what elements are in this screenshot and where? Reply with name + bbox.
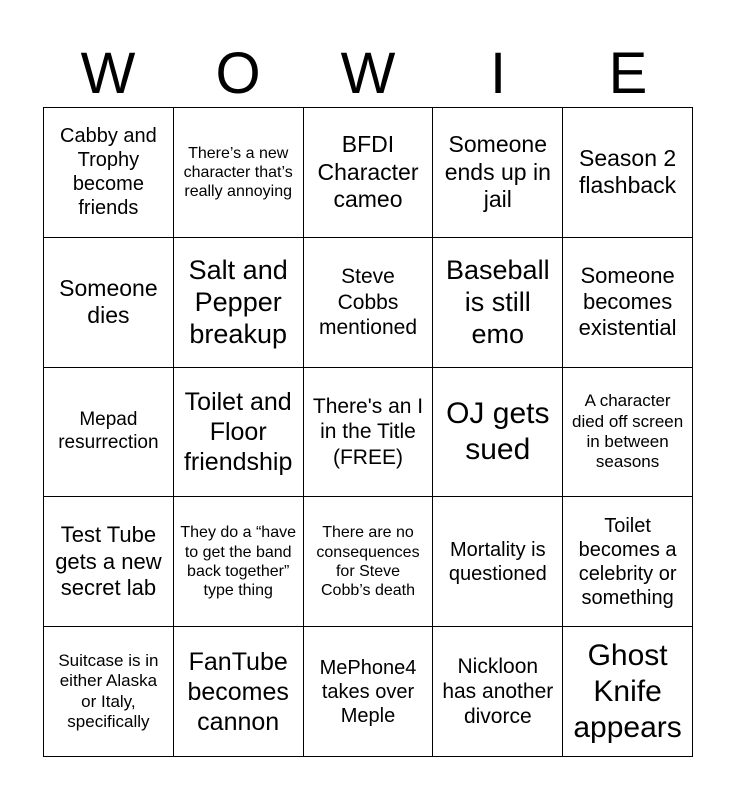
cell-text: A character died off screen in between seasons [571, 391, 684, 472]
bingo-cell[interactable] [44, 627, 174, 757]
bingo-cell[interactable] [433, 368, 563, 498]
cell-text: Cabby and Trophy become friends [60, 125, 157, 220]
header-letter-o: O [215, 41, 261, 106]
bingo-cell[interactable] [433, 497, 563, 627]
bingo-cell[interactable] [304, 627, 434, 757]
bingo-cell[interactable] [304, 368, 434, 498]
cell-text: OJ gets sued [446, 396, 550, 466]
header-letter-w-2: W [340, 41, 396, 106]
bingo-cell[interactable] [44, 368, 174, 498]
cell-text: Ghost Knife appears [573, 638, 682, 744]
cell-text: Salt and Pepper breakup [188, 254, 288, 350]
bingo-cell[interactable] [44, 497, 174, 627]
bingo-cell[interactable] [563, 627, 693, 757]
cell-text: Toilet becomes a celebrity or something [578, 514, 677, 609]
bingo-cell[interactable] [174, 497, 304, 627]
cell-text: Mortality is questioned [448, 538, 547, 585]
cell-text: BFDI Character cameo [317, 131, 419, 213]
header-letter-i: I [489, 41, 507, 106]
cell-text: There are no consequences for Steve Cobb’s death [316, 524, 420, 599]
bingo-header [43, 40, 693, 108]
bingo-cell[interactable] [304, 238, 434, 368]
cell-text: FanTube becomes cannon [187, 647, 289, 736]
cell-text: Mepad resurrection [58, 409, 159, 453]
bingo-cell[interactable] [304, 497, 434, 627]
bingo-cell[interactable] [563, 108, 693, 238]
bingo-cell[interactable] [563, 497, 693, 627]
bingo-cell[interactable] [174, 108, 304, 238]
bingo-cell[interactable] [433, 238, 563, 368]
cell-text: They do a “have to get the band back together” type thing [180, 524, 296, 599]
cell-text: Baseball is still emo [446, 254, 550, 350]
cell-text: There’s a new character that’s really annoying [183, 144, 293, 200]
header-letter-w: W [80, 41, 136, 106]
bingo-cell[interactable] [304, 108, 434, 238]
cell-text: Test Tube gets a new secret lab [55, 522, 162, 600]
bingo-board [43, 107, 693, 757]
bingo-cell[interactable] [563, 368, 693, 498]
bingo-cell[interactable] [44, 108, 174, 238]
cell-text: Someone becomes existential [578, 262, 677, 341]
cell-text: Nickloon has another divorce [442, 654, 554, 729]
bingo-cell[interactable] [433, 627, 563, 757]
bingo-cell[interactable] [563, 238, 693, 368]
cell-text: MePhone4 takes over Meple [319, 656, 417, 727]
bingo-cell[interactable] [433, 108, 563, 238]
cell-text: Suitcase is in either Alaska or Italy, specifically [58, 650, 159, 731]
bingo-cell[interactable] [44, 238, 174, 368]
cell-text: Toilet and Floor friendship [183, 387, 293, 476]
cell-text: Someone ends up in jail [444, 131, 551, 213]
bingo-cell[interactable] [174, 368, 304, 498]
header-letter-e: E [608, 41, 648, 106]
cell-text: There's an I in the Title (FREE) [312, 395, 424, 469]
bingo-cell[interactable] [174, 627, 304, 757]
bingo-cell[interactable] [174, 238, 304, 368]
cell-text: Season 2 flashback [578, 144, 677, 199]
cell-text: Someone dies [59, 274, 158, 329]
cell-text: Steve Cobbs mentioned [318, 265, 418, 339]
